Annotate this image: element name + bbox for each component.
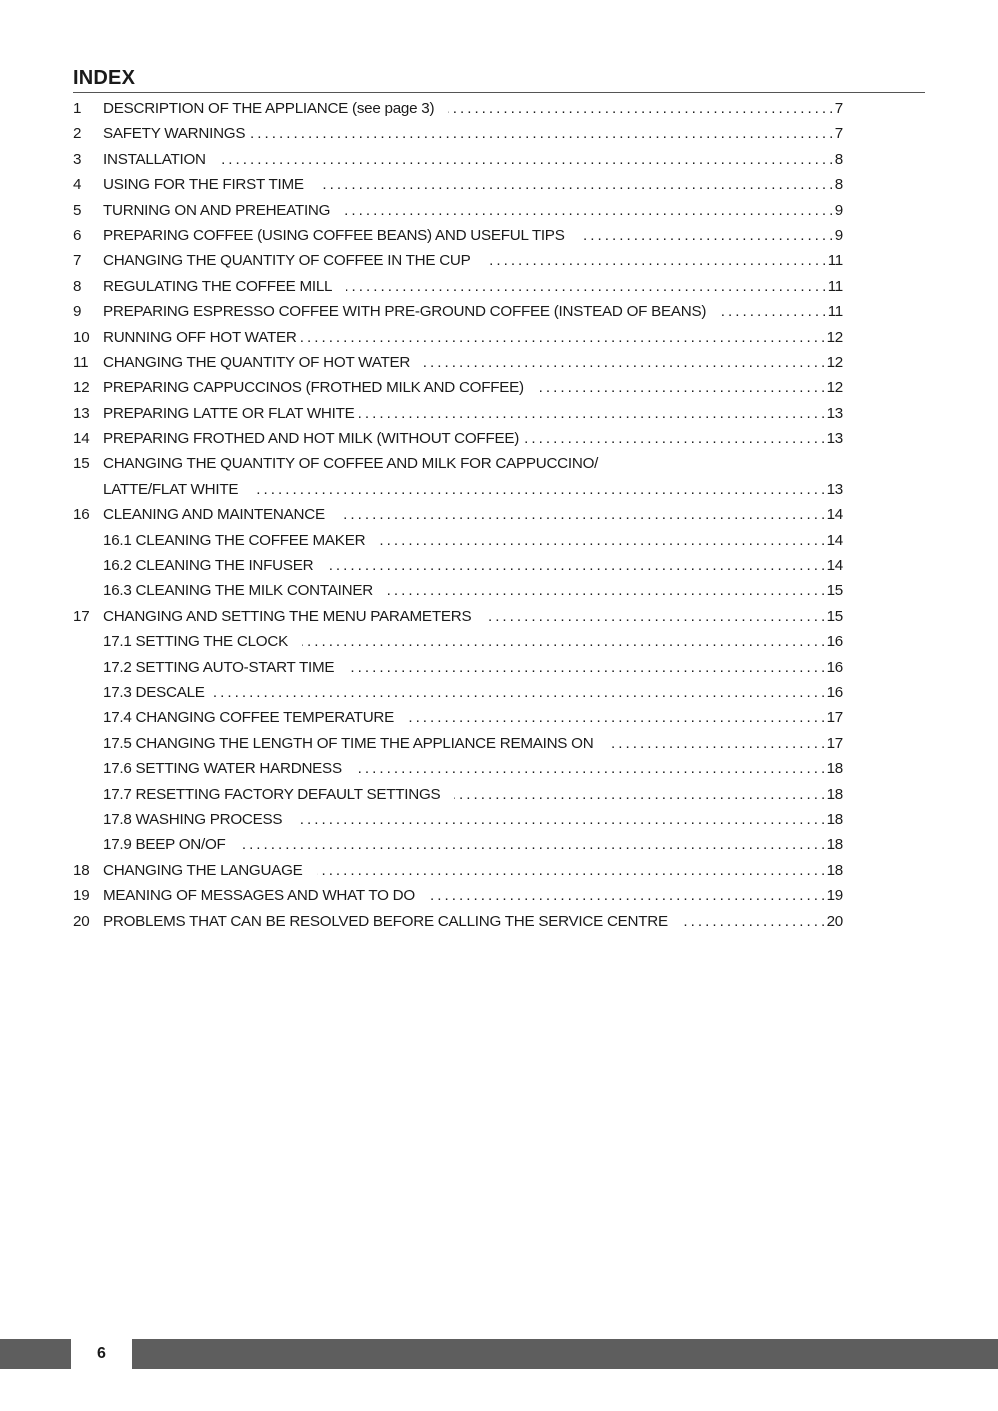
toc-entry-page: 9 (834, 226, 843, 244)
toc-entry-page: 16 (826, 683, 843, 701)
toc-entry-page: 19 (826, 887, 843, 905)
footer-bar-left (0, 1339, 71, 1369)
toc-entry-page: 17 (826, 709, 843, 727)
toc-entry-number: 12 (73, 379, 90, 397)
toc-entry-title: INSTALLATION (103, 150, 206, 168)
toc-dot-leader (720, 299, 826, 324)
toc-entry-title: SAFETY WARNINGS (103, 125, 246, 143)
toc-entry-title: 16.3 CLEANING THE MILK CONTAINER (103, 582, 373, 600)
toc-entry (73, 655, 843, 680)
toc-entry (73, 807, 843, 832)
toc-entry-page: 16 (826, 658, 843, 676)
toc-entry-title: PREPARING COFFEE (USING COFFEE BEANS) AND USEFUL TIPS (103, 226, 565, 244)
toc-entry-title: CHANGING THE LANGUAGE (103, 861, 303, 879)
toc-entry (73, 172, 843, 197)
toc-dot-leader (344, 198, 833, 223)
toc-dot-leader (454, 782, 824, 807)
toc-entry (73, 731, 843, 756)
toc-entry-page: 13 (826, 404, 843, 422)
toc-entry-title: 16.2 CLEANING THE INFUSER (103, 557, 314, 575)
toc-entry-title: CHANGING THE QUANTITY OF HOT WATER (103, 353, 411, 371)
toc-entry (73, 274, 843, 299)
toc-entry-number: 1 (73, 100, 82, 117)
toc-entry-page: 8 (834, 150, 843, 168)
toc-dot-leader (607, 731, 824, 756)
toc-entry-title: MEANING OF MESSAGES AND WHAT TO DO (103, 887, 415, 905)
toc-entry-number: 20 (73, 912, 90, 930)
toc-dot-leader (240, 832, 825, 857)
toc-dot-leader (579, 223, 833, 248)
toc-entry-title: REGULATING THE COFFEE MILL (103, 277, 333, 295)
toc-entry-title: PREPARING LATTE OR FLAT WHITE (103, 404, 355, 422)
toc-dot-leader (317, 858, 825, 883)
toc-entry-page: 17 (826, 734, 843, 752)
toc-dot-leader (348, 655, 824, 680)
toc-entry-page: 14 (826, 531, 843, 549)
toc-entry (73, 705, 843, 730)
toc-entry-number: 11 (73, 353, 89, 371)
footer-bar-right (132, 1339, 998, 1369)
toc-entry (73, 299, 843, 324)
toc-entry-page: 7 (834, 125, 843, 143)
toc-dot-leader (682, 909, 825, 934)
toc-dot-leader (485, 248, 826, 273)
toc-entry (73, 147, 843, 172)
toc-entry-title: 17.7 RESETTING FACTORY DEFAULT SETTINGS (103, 785, 441, 803)
toc-entry (73, 604, 843, 629)
toc-entry (73, 325, 843, 350)
toc-entry (73, 121, 843, 146)
toc-entry-number: 13 (73, 404, 90, 422)
toc-entry-page: 12 (826, 353, 843, 371)
toc-entry-page: 11 (827, 277, 843, 295)
toc-entry-page: 13 (826, 430, 843, 448)
toc-entry (73, 858, 843, 883)
toc-entry-number: 9 (73, 303, 82, 321)
toc-entry-page: 18 (826, 810, 843, 828)
toc-entry-page: 18 (826, 836, 843, 854)
toc-entry-title: 17.1 SETTING THE CLOCK (103, 633, 288, 651)
toc-dot-leader (327, 553, 824, 578)
toc-entry-number: 19 (73, 887, 90, 905)
toc-entry (73, 223, 843, 248)
toc-entry-page: 11 (827, 252, 843, 270)
toc-entry-title: CHANGING THE QUANTITY OF COFFEE AND MILK FOR CAPPUCCINO/ (103, 455, 599, 473)
toc-dot-leader (296, 807, 824, 832)
toc-entry (73, 451, 843, 476)
toc-entry-title: RUNNING OFF HOT WATER (103, 328, 297, 346)
toc-entry-title: CHANGING THE QUANTITY OF COFFEE IN THE CUP (103, 252, 471, 270)
toc-entry-number: 15 (73, 455, 90, 473)
toc-entry-number: 5 (73, 201, 82, 219)
toc-entry (73, 401, 843, 426)
toc-entry-number: 2 (73, 125, 82, 143)
toc-entry-number: 14 (73, 430, 90, 448)
toc-dot-leader (302, 629, 825, 654)
toc-entry (73, 756, 843, 781)
toc-entry (73, 578, 843, 603)
toc-entry-title: DESCRIPTION OF THE APPLIANCE (see page 3) (103, 100, 435, 117)
title-divider (73, 92, 925, 93)
toc-entry-number: 16 (73, 506, 90, 524)
toc-dot-leader (252, 477, 824, 502)
toc-entry-title: PREPARING FROTHED AND HOT MILK (WITHOUT COFFEE) (103, 430, 520, 448)
toc-entry (73, 680, 843, 705)
toc-entry (73, 477, 843, 502)
toc-entry-page: 7 (834, 100, 843, 117)
toc-entry-title: PREPARING ESPRESSO COFFEE WITH PRE-GROUND COFFEE (INSTEAD OF BEANS) (103, 303, 707, 321)
toc-entry-title: CLEANING AND MAINTENANCE (103, 506, 325, 524)
toc-entry-number: 6 (73, 226, 82, 244)
toc-entry-title: 17.8 WASHING PROCESS (103, 810, 283, 828)
toc-dot-leader (359, 401, 825, 426)
toc-entry-title: PROBLEMS THAT CAN BE RESOLVED BEFORE CALLING THE SERVICE CENTRE (103, 912, 668, 930)
toc-dot-leader (538, 375, 825, 400)
toc-entry-title: 16.1 CLEANING THE COFFEE MAKER (103, 531, 366, 549)
toc-entry-page: 14 (826, 557, 843, 575)
toc-dot-leader (339, 502, 825, 527)
page-number: 6 (97, 1345, 106, 1362)
toc-entry-number: 7 (73, 252, 82, 270)
toc-dot-leader (249, 121, 833, 146)
toc-entry (73, 426, 843, 451)
toc-dot-leader (408, 705, 825, 730)
toc-entry-title: TURNING ON AND PREHEATING (103, 201, 331, 219)
toc-entry (73, 909, 843, 934)
toc-entry-page: 20 (826, 912, 843, 930)
toc-entry-number: 10 (73, 328, 90, 346)
toc-entry (73, 782, 843, 807)
toc-entry (73, 528, 843, 553)
toc-entry-page: 13 (826, 480, 843, 498)
toc-entry-title: LATTE/FLAT WHITE (103, 480, 239, 498)
toc-entry-number: 3 (73, 150, 82, 168)
toc-entry (73, 248, 843, 273)
toc-entry (73, 198, 843, 223)
toc-dot-leader (209, 680, 825, 705)
toc-entry (73, 96, 843, 121)
toc-entry-title: 17.3 DESCALE (103, 683, 205, 701)
toc-entry (73, 375, 843, 400)
toc-dot-leader (429, 883, 825, 908)
toc-entry-page: 18 (826, 861, 843, 879)
toc-dot-leader (523, 426, 825, 451)
toc-dot-leader (379, 528, 824, 553)
toc-entry-title: USING FOR THE FIRST TIME (103, 176, 304, 194)
toc-dot-leader (318, 172, 833, 197)
toc-entry-page: 8 (834, 176, 843, 194)
toc-dot-leader (220, 147, 833, 172)
toc-entry-title: PREPARING CAPPUCCINOS (FROTHED MILK AND COFFEE) (103, 379, 524, 397)
toc-entry-title: 17.9 BEEP ON/OF (103, 836, 226, 854)
toc-entry-title: CHANGING AND SETTING THE MENU PARAMETERS (103, 607, 472, 625)
toc-entry-page: 15 (826, 607, 843, 625)
toc-dot-leader (356, 756, 825, 781)
toc-entry-number: 17 (73, 607, 90, 625)
toc-dot-leader (387, 578, 825, 603)
toc-entry-number: 4 (73, 176, 82, 194)
toc-entry (73, 502, 843, 527)
toc-entry-title: 17.4 CHANGING COFFEE TEMPERATURE (103, 709, 395, 727)
toc-dot-leader (485, 604, 824, 629)
toc-entry-title: 17.2 SETTING AUTO-START TIME (103, 658, 335, 676)
toc-entry-title: 17.5 CHANGING THE LENGTH OF TIME THE APPLIANCE REMAINS ON (103, 734, 594, 752)
table-of-contents (73, 96, 843, 934)
toc-entry (73, 629, 843, 654)
toc-entry (73, 883, 843, 908)
toc-dot-leader (346, 274, 826, 299)
toc-entry (73, 553, 843, 578)
toc-entry-page: 9 (834, 201, 843, 219)
toc-entry-page: 18 (826, 785, 843, 803)
toc-entry-page: 15 (826, 582, 843, 600)
toc-entry (73, 350, 843, 375)
toc-entry-number: 8 (73, 277, 82, 295)
toc-entry-page: 12 (826, 379, 843, 397)
toc-entry (73, 832, 843, 857)
toc-entry-page: 14 (826, 506, 843, 524)
toc-entry-page: 18 (826, 760, 843, 778)
toc-entry-page: 16 (826, 633, 843, 651)
toc-entry-page: 11 (827, 303, 843, 321)
toc-dot-leader (448, 96, 832, 121)
toc-entry-number: 18 (73, 861, 90, 879)
toc-entry-page: 12 (826, 328, 843, 346)
toc-dot-leader (301, 325, 825, 350)
page-title: INDEX (73, 67, 136, 89)
toc-dot-leader (424, 350, 825, 375)
toc-entry-title: 17.6 SETTING WATER HARDNESS (103, 760, 342, 778)
